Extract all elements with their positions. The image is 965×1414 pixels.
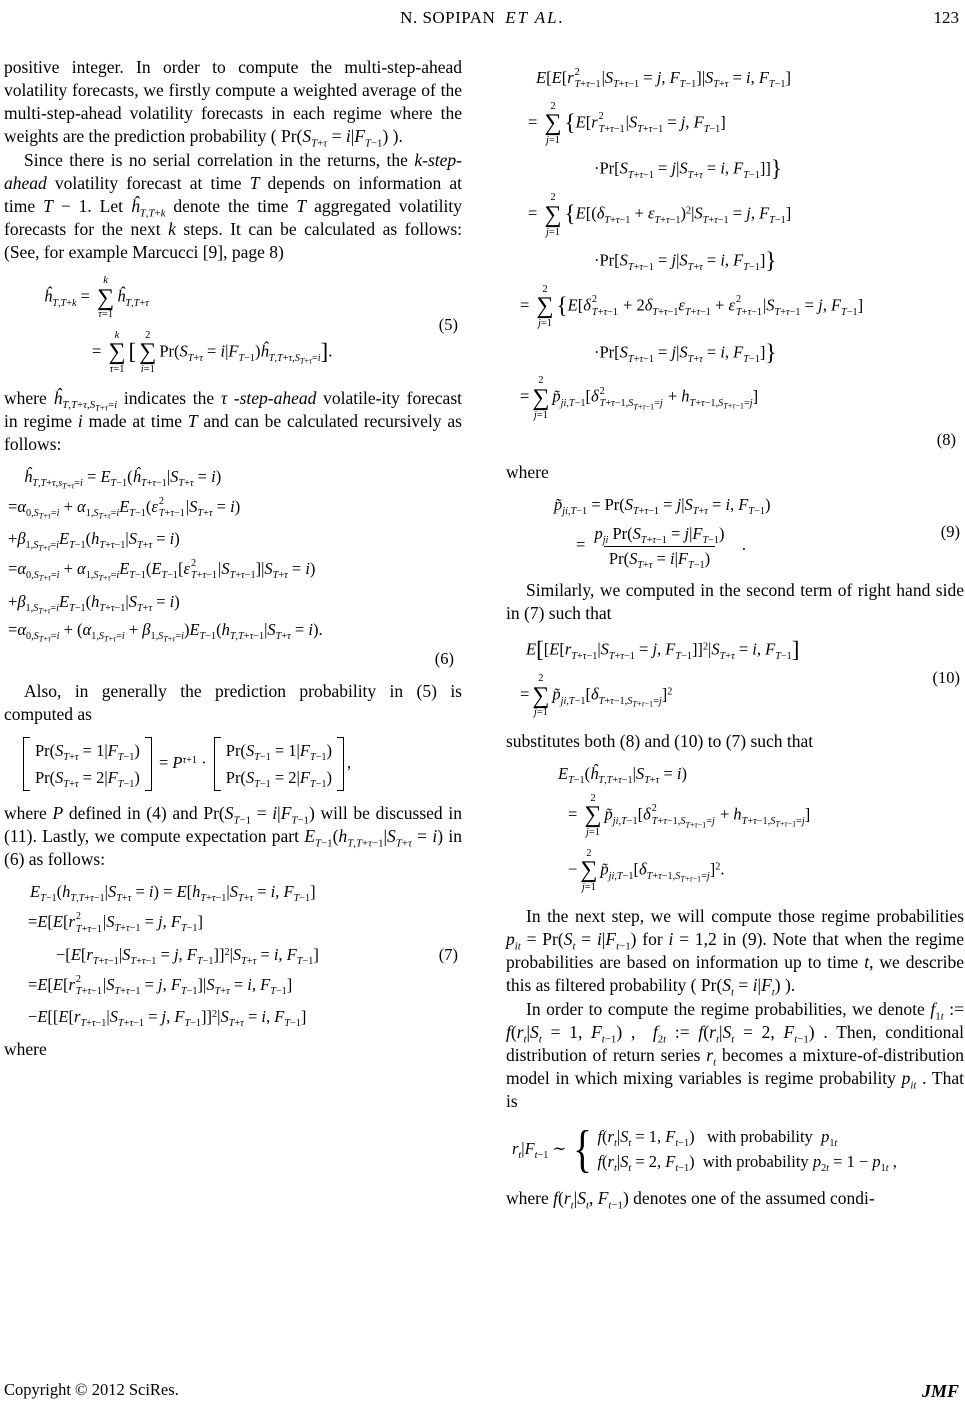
equation-line: = $\frac{p_{ji} Pr(S_{T+\tau-1} = j|F_{T-1})}{Pr(S_{T+\tau} = i|F_{T-1})}$ . bbox=[576, 523, 747, 571]
equation-number: (7) bbox=[438, 944, 458, 964]
equation-6 bbox=[4, 467, 462, 669]
equation-line: = 2 ∑ j=1 $p̃_{ji,T-1}[\delta_{T+\tau-1,S_{T+\tau-1}=j}]^2$ bbox=[520, 673, 673, 719]
equation-line: $\cdot Pr[S_{T+\tau-1} = j|S_{T+\tau} = i$, $F_{T-1}$]} bbox=[594, 247, 777, 274]
equation-number: (9) bbox=[940, 521, 960, 541]
equation-line: = k ∑ τ=1 [ 2 ∑ i=1 $Pr(S_{T+\tau}$ = $i|F_{T-1})ĥ_{T,T+\tau,S_{T+\tau}=i}$]. bbox=[92, 329, 333, 376]
paragraph: positive integer. In order to compute the multi-step-ahead volatility forecasts, we firstly compute a weighted average of the multi-step-ahead volatility forecasts in each regime where the weights are the prediction probability ( $Pr(S_{T+\tau} = i|F_{T-1})$ ). bbox=[4, 57, 462, 150]
equation-line: $\cdot Pr[S_{T+\tau-1} = j|S_{T+\tau} = i$, $F_{T-1}$]]} bbox=[594, 155, 782, 182]
page-header bbox=[0, 8, 965, 32]
right-column bbox=[506, 56, 964, 1211]
paragraph: where $ĥ_{T,T+\tau,S_{T+\tau}=i}$ indicates the τ -step-ahead volatile-ity forecast in regime i made at time T and can be calculated recursively as follows: bbox=[4, 387, 462, 454]
equation-line: $+\beta_{1,S_{T+\tau}=i}E_{T-1}(h_{T+\tau-1}|S_{T+\tau} = i)$ bbox=[8, 591, 180, 616]
equation-line: =E[E[r 2 T+τ−1 $|S_{T+\tau-1} = j$, $F_{T-1}]|S_{T+\tau} = i$, $F_{T-1}$] bbox=[28, 973, 293, 997]
equation-line: =E[E[r 2 T+τ−1 $|S_{T+\tau-1} = j$, $F_{T-1}$] bbox=[28, 911, 204, 935]
equation-number: (6) bbox=[434, 649, 454, 669]
equation-line: $ĥ_{T,T+\tau,s_{T+\tau}=i}$ = $E_{T-1}(ĥ_{T+\tau-1}|S_{T+\tau} = i)$ bbox=[24, 466, 222, 491]
running-head-etal: ET AL. bbox=[505, 8, 565, 27]
equation-line: $ĥ_{T,T+k}$ = k ∑ τ=1 $ĥ_{T,T+\tau}$ bbox=[44, 275, 149, 321]
paragraph: Also, in generally the prediction probability in (5) is computed as bbox=[4, 680, 462, 724]
running-head bbox=[0, 8, 965, 28]
two-column-content bbox=[4, 56, 964, 1211]
equation-line: $E[[E[r_{T+\tau-1}|S_{T+\tau-1} = j$, $F_{T-1}]]^2|S_{T+\tau} = i$, $F_{T-1}$] bbox=[526, 636, 800, 663]
equation-number: (10) bbox=[932, 667, 960, 687]
paragraph: where $f(r_t|S_t$, $F_{t-1}$) denotes one of the assumed condi- bbox=[506, 1187, 875, 1211]
equation-line: $\cdot Pr[S_{T+\tau-1} = j|S_{T+\tau} = i$, $F_{T-1}$]} bbox=[594, 338, 777, 365]
equation-9 bbox=[506, 495, 964, 571]
equation-line: $Pr(S_{T+\tau} = 1|F_{T-1})$ $Pr(S_{T+\tau} = 2|F_{T-1})$ = $P^{\tau+1}$ · $Pr(S_{T-1} = 1|F_{T-1})$ $Pr(S_{T-1} = 2|F_{T-1})$ , bbox=[20, 737, 462, 792]
left-column bbox=[4, 56, 462, 1211]
equation-line: = 2 ∑ j=1 $p̃_{ji,T-1}[\delta$ 2 $T+\tau-1,S_{T+\tau-1}=j$ + $h_{T+\tau-1,S_{T+\tau-1}=j}$] bbox=[520, 375, 759, 421]
equation-10 bbox=[506, 636, 964, 719]
paragraph: where P defined in (4) and $Pr(S_{T-1} = i|F_{T-1})$ will be discussed in (11). Lastly, we compute expectation part $E_{T-1}(h_{T,T+\tau-1}|S_{T+\tau} = i)$ in (6) as follows: bbox=[4, 803, 462, 870]
page-number: 123 bbox=[933, 8, 959, 27]
equation-line: $+\beta_{1,S_{T+\tau}=i}E_{T-1}(h_{T+\tau-1}|S_{T+\tau} = i)$ bbox=[8, 529, 180, 553]
equation-line: $=\alpha_{0,S_{T+\tau}=i} + (\alpha_{1,S_{T+\tau}=i} + \beta_{1,S_{T+\tau}=i})E_{T-1}(h_{T,T+\tau-1}|S_{T+\tau} = i)$. bbox=[8, 620, 323, 644]
equation-line: $=\alpha_{0,S_{T+\tau}=i} + \alpha_{1,S_{T+\tau}=i}E_{T-1}(\varepsilon$ 2 T+τ−1 $|S_{T+\tau} = i$) bbox=[8, 495, 241, 521]
equation-5 bbox=[4, 275, 462, 376]
paragraph: In order to compute the regime probabilities, we denote $f_{1t}$ := $f(r_t|S_t = 1$, $F_{t-1}$) , $f_{2t}$ := $f(r_t|S_t = 2$, $F_{t-1}$) . Then, conditional distribution of return series $r_t$ becomes a mixture-of-distribution model in which mixing variables is regime probability $p_{it}$ . That is bbox=[506, 998, 965, 1111]
equation-line: = 2 ∑ j=1 {E[r 2 T+τ−1 $|S_{T+\tau-1} = j$, $F_{T-1}$] bbox=[528, 100, 726, 146]
equation-7 bbox=[4, 882, 462, 1030]
equation-8 bbox=[506, 67, 964, 450]
equation bbox=[506, 764, 964, 894]
running-head-authors: N. SOPIPAN bbox=[400, 8, 496, 27]
equation bbox=[506, 1120, 964, 1178]
copyright-text: Copyright © 2012 SciRes. bbox=[4, 1380, 179, 1399]
equation-line: E[E[r 2 T+τ−1 $|S_{T+\tau-1} = j$, $F_{T-1}]|S_{T+\tau} = i$, $F_{T-1}$] bbox=[536, 67, 791, 91]
equation-number: (8) bbox=[936, 430, 956, 450]
paragraph: In the next step, we will compute those regime probabilities $p_{it} = Pr(S_t = i|F_{t-1})$ for i = 1,2 in (9). Note that when the regime probabilities are based on information up to time t, we describe this as filtered probability ( $Pr(S_t = i|F_t)$ ). bbox=[506, 905, 965, 998]
equation-line: − 2 ∑ j=1 $p̃_{ji,T-1}[\delta_{T+\tau-1,S_{T+\tau-1}=j}]^2$. bbox=[568, 847, 725, 894]
equation-line: $=\alpha_{0,S_{T+\tau}=i} + \alpha_{1,S_{T+\tau}=i}E_{T-1}(E_{T-1}[\varepsilon$ 2 T+τ−1 $|S_{T+\tau-1}]|S_{T+\tau} = i$) bbox=[8, 557, 316, 583]
equation-number: (5) bbox=[438, 315, 458, 335]
paragraph: Since there is no serial correlation in the returns, the k-step-ahead volatility forecast at time T depends on information at time T − 1. Let $ĥ_{T,T+k}$ denote the time T aggregated volatility forecasts for the next k steps. It can be calculated as follows: (See, for example Marcucci [9], page 8) bbox=[4, 150, 462, 262]
paragraph: where bbox=[506, 462, 549, 483]
equation bbox=[4, 737, 462, 792]
equation-line: $E_{T-1}(ĥ_{T,T+\tau-1}|S_{T+\tau} = i)$ bbox=[558, 764, 687, 787]
paragraph: substitutes both (8) and (10) to (7) such that bbox=[506, 731, 814, 752]
equation-line: $r_t|F_{t-1}$ ∼ { $f(r_t|S_t = 1$, $F_{t-1}$) with probability $p_{1t}$ $f(r_t|S_t = 2$, $F_{t-1}$) with probability $p_{2t} = 1 - p_{1t}$ , bbox=[512, 1120, 897, 1178]
equation-line: $E_{T-1}(h_{T,T+\tau-1}|S_{T+\tau} = i) = E[h_{T+\tau-1}|S_{T+\tau} = i$, $F_{T-1}$] bbox=[30, 882, 316, 905]
paragraph: where bbox=[4, 1039, 47, 1059]
equation-line: = 2 ∑ j=1 {E[δ 2 T+τ−1 + $2\delta_{T+\tau-1}\varepsilon_{T+\tau-1} + \varepsilon$ 2 T+τ−1 $|S_{T+\tau-1} = j$, $F_{T-1}$] bbox=[520, 283, 864, 330]
equation-line: $p̃_{ji,T-1} = Pr(S_{T+\tau-1} = j|S_{T+\tau} = i$, $F_{T-1}$) bbox=[554, 495, 771, 518]
equation-line: = 2 ∑ j=1 $p̃_{ji,T-1}[\delta$ 2 $T+\tau-1,S_{T+\tau-1}=j$ + $h_{T+\tau-1,S_{T+\tau-1}=j}$] bbox=[568, 792, 811, 839]
equation-line: $-E[[E[r_{T+\tau-1}|S_{T+\tau-1} = j$, $F_{T-1}]]^2|S_{T+\tau} = i$, $F_{T-1}$] bbox=[28, 1007, 307, 1030]
page-footer bbox=[4, 1380, 961, 1402]
paragraph: Similarly, we computed in the second term of right hand side in (7) such that bbox=[506, 580, 964, 624]
journal-abbreviation: JMF bbox=[921, 1381, 959, 1401]
equation-line: = 2 ∑ j=1 {$E[(\delta_{T+\tau-1} + \varepsilon_{T+\tau-1})^2|S_{T+\tau-1} = j$, $F_{T-1}$] bbox=[528, 192, 792, 238]
equation-line: $-[E[r_{T+\tau-1}|S_{T+\tau-1} = j$, $F_{T-1}]]^2|S_{T+\tau} = i$, $F_{T-1}$] bbox=[56, 944, 319, 967]
